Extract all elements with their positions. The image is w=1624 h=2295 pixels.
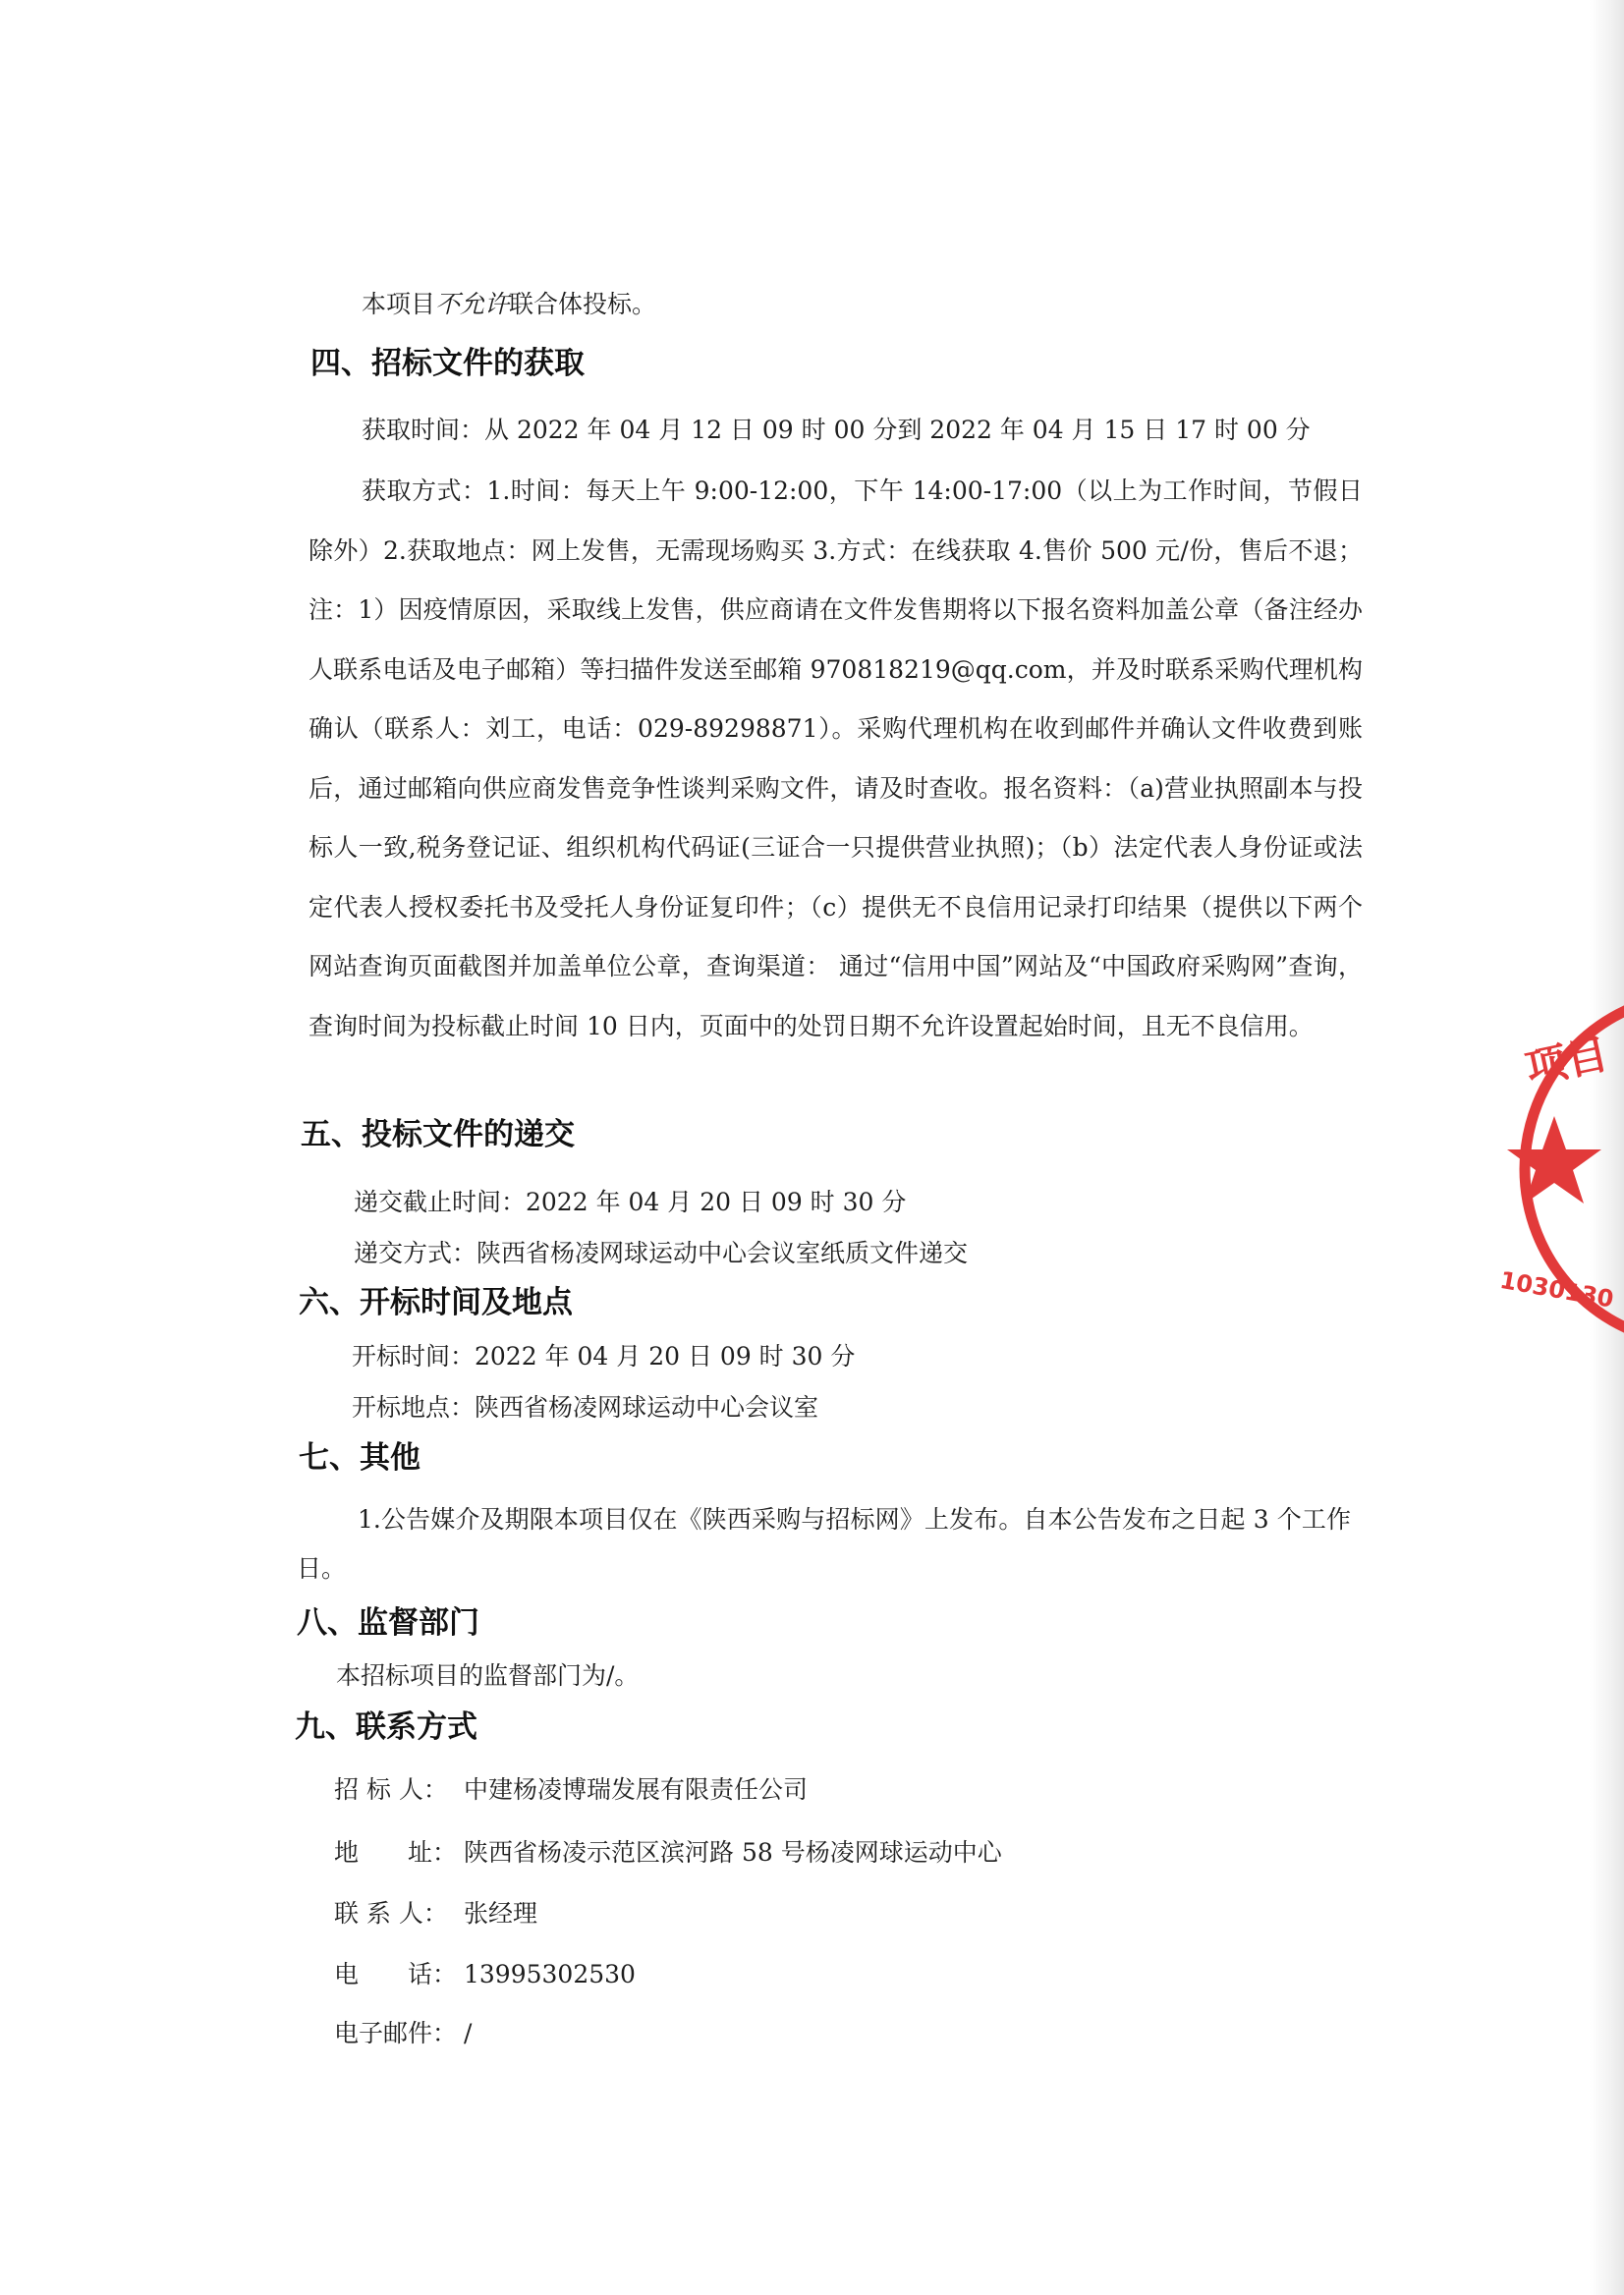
section-5-method: 递交方式：陕西省杨凌网球运动中心会议室纸质文件递交 [354, 1239, 969, 1267]
section-7-title: 七、其他 [299, 1440, 420, 1476]
contact-address-value: 陕西省杨凌示范区滨河路 58 号杨凌网球运动中心 [464, 1838, 1002, 1867]
seal-text-top: 项目 [1521, 1029, 1612, 1093]
contact-phone-row [334, 1957, 636, 1992]
contact-tenderer-value: 中建杨凌博瑞发展有限责任公司 [464, 1775, 809, 1804]
contact-address-label: 地 址： [334, 1838, 458, 1867]
section-5-title: 五、投标文件的递交 [301, 1117, 575, 1152]
official-seal [1493, 1000, 1624, 1339]
contact-email-value: / [464, 2019, 473, 2047]
section-8-text: 本招标项目的监督部门为/。 [336, 1661, 640, 1690]
contact-person-value: 张经理 [464, 1899, 538, 1928]
seal-graphic [1493, 1000, 1624, 1339]
section-6-title: 六、开标时间及地点 [299, 1285, 573, 1320]
section-4-method: 获取方式：1.时间：每天上午 9:00-12:00，下午 14:00-17:00（以上为工作时间，节假日除外）2.获取地点：网上发售，无需现场购买 3.方式：在线获取 4.售价 500 元/份，售后不退；注：1）因疫情原因，采取线上发售，供应商请在文件发售期将以下报名资料加盖公章（备注经办人联系电话及电子邮箱）等扫描件发送至邮箱 970818219@qq.com，并及时联系采购代理机构确认（联系人：刘工，电话：029-89298871）。采购代理机构在收到邮件并确认文件收费到账后，通过邮箱向供应商发售竞争性谈判采购文件，请及时查收。报名资料：（a)营业执照副本与投标人一致,税务登记证、组织机构代码证(三证合一只提供营业执照)；（b）法定代表人身份证或法定代表人授权委托书及受托人身份证复印件；（c）提供无不良信用记录打印结果（提供以下两个网站查询页面截图并加盖单位公章，查询渠道： 通过“信用中国”网站及“中国政府采购网”查询，查询时间为投标截止时间 10 日内，页面中的处罚日期不允许设置起始时间，且无不良信用。 [308, 476, 1363, 1040]
contact-tenderer-label: 招 标 人： [334, 1775, 448, 1804]
contact-person-label: 联 系 人： [334, 1899, 448, 1928]
section-4-title: 四、招标文件的获取 [310, 346, 585, 381]
contact-phone-value: 13995302530 [464, 1960, 636, 1988]
contact-tenderer-row [334, 1772, 808, 1808]
section-7-text: 1.公告媒介及期限本项目仅在《陕西采购与招标网》上发布。自本公告发布之日起 3 个工作日。 [297, 1505, 1351, 1583]
joint-bid-prefix: 本项目 [362, 290, 436, 318]
contact-email-label: 电子邮件： [334, 2019, 458, 2047]
joint-bid-line [362, 287, 656, 322]
contact-person-row [334, 1896, 537, 1931]
contact-address-row [334, 1835, 1002, 1871]
section-8-title: 八、监督部门 [297, 1605, 479, 1641]
seal-text-bottom: 1030130 [1497, 1265, 1616, 1314]
section-6-place: 开标地点：陕西省杨凌网球运动中心会议室 [352, 1393, 819, 1422]
section-4-time: 获取时间：从 2022 年 04 月 12 日 09 时 00 分到 2022 年 04 月 15 日 17 时 00 分 [362, 416, 1311, 444]
section-6-time: 开标时间：2022 年 04 月 20 日 09 时 30 分 [352, 1342, 856, 1371]
joint-bid-emphasis: 不允许 [435, 290, 510, 318]
contact-phone-label: 电 话： [334, 1960, 458, 1988]
section-9-title: 九、联系方式 [295, 1709, 477, 1745]
joint-bid-suffix: 联合体投标。 [509, 290, 657, 318]
section-5-deadline: 递交截止时间：2022 年 04 月 20 日 09 时 30 分 [354, 1188, 907, 1216]
contact-email-row [334, 2016, 472, 2051]
